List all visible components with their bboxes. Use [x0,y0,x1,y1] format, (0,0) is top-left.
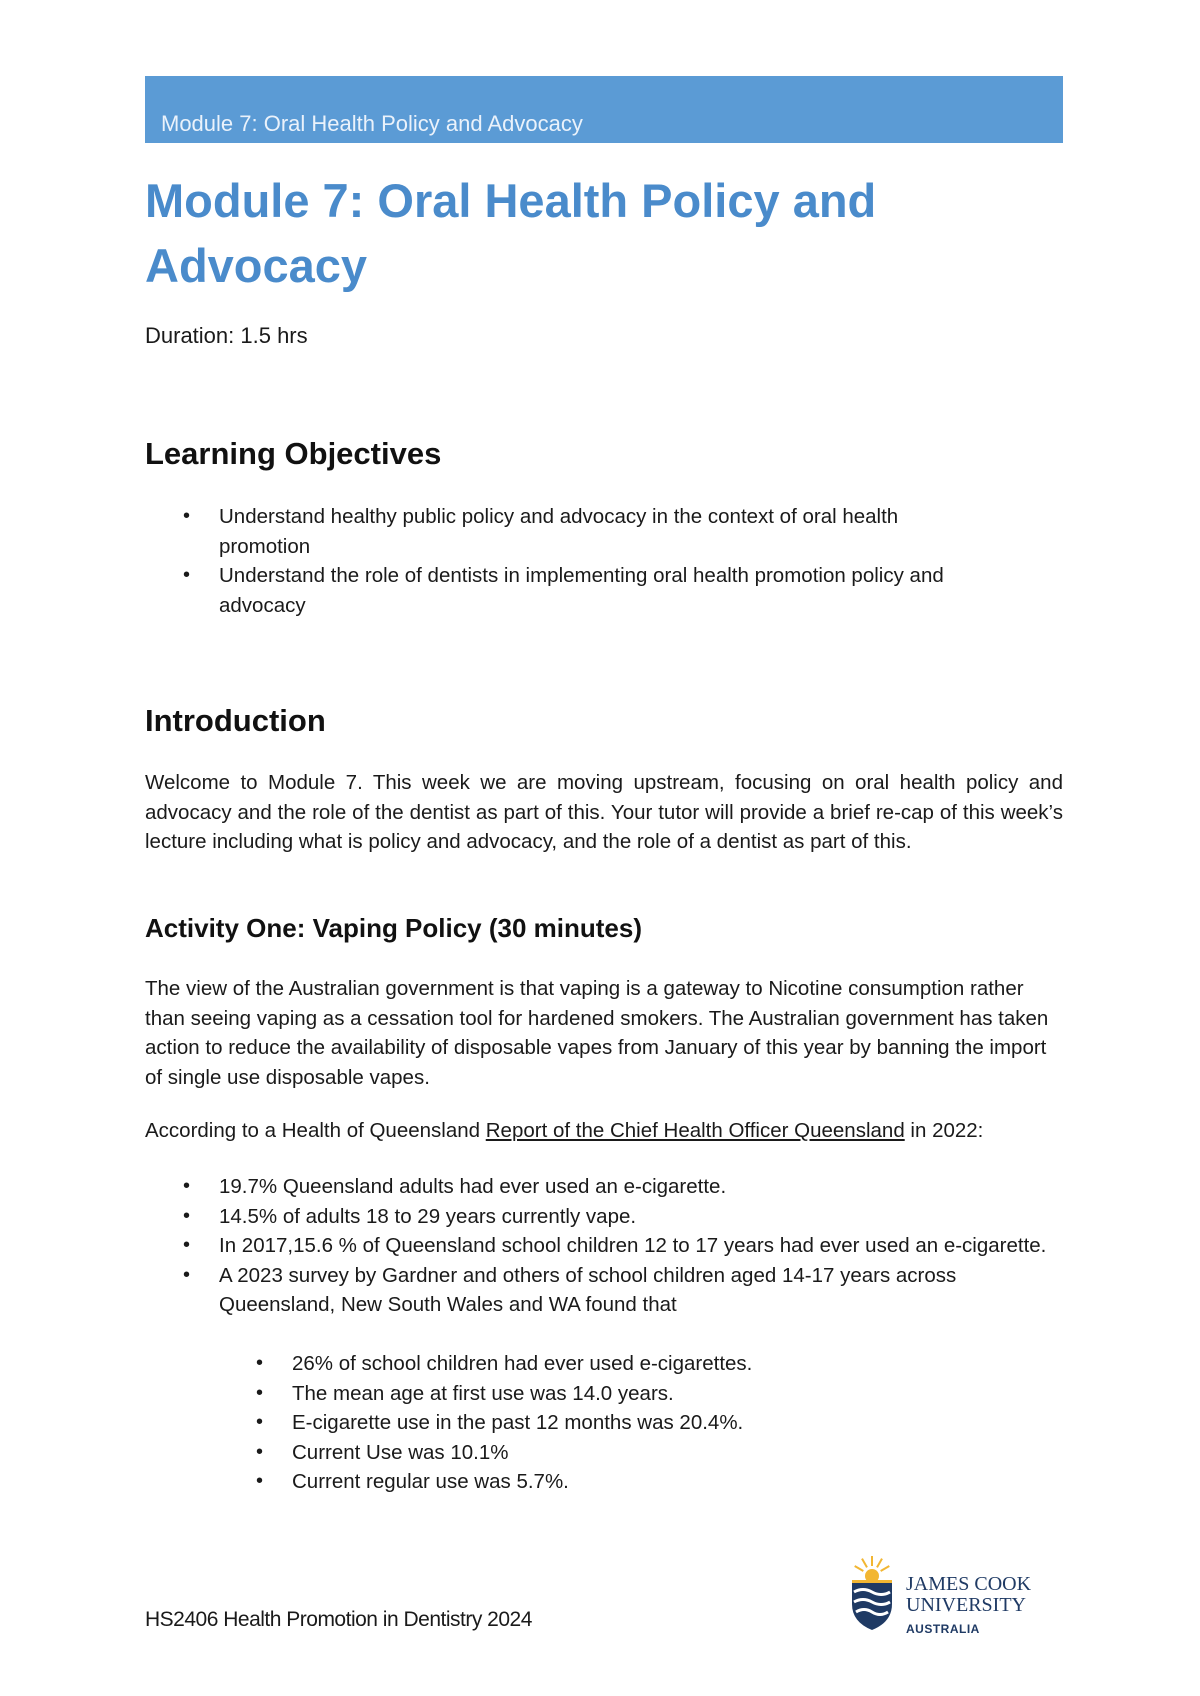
list-item: • 14.5% of adults 18 to 29 years currently vape. [183,1202,1063,1232]
bullet-icon: • [183,1263,191,1286]
header-bar-text: Module 7: Oral Health Policy and Advocacy [161,111,583,136]
bullet-icon: • [183,1204,191,1227]
list-item: • 26% of school children had ever used e-cigarettes. [256,1349,1056,1379]
list-item: • Current regular use was 5.7%. [256,1467,1056,1497]
learning-objectives-list [183,502,1063,620]
bullet-icon: • [256,1352,264,1374]
list-item: • Current Use was 10.1% [256,1438,1056,1468]
bullet-icon: • [183,564,191,586]
activity-one-paragraph: The view of the Australian government is that vaping is a gateway to Nicotine consumption rather than seeing vaping as a cessation tool for hardened smokers. The Australian government has taken action to reduce the availability of disposable vapes from January of this year by banning the import of single use disposable vapes. [145,977,1049,1089]
according-line: According to a Health of Queensland Report of the Chief Health Officer Queensland in 2022: [145,1119,984,1142]
bullet-icon: • [256,1411,264,1433]
title-line-2: Advocacy [145,239,368,292]
footer-course-text: HS2406 Health Promotion in Dentistry 2024 [145,1608,532,1631]
jcu-crest-icon [850,1552,904,1632]
bullet-icon: • [256,1440,264,1463]
learning-objectives-heading: Learning Objectives [145,436,442,471]
jcu-logo [850,1552,1050,1636]
activity-one-heading: Activity One: Vaping Policy (30 minutes) [145,913,643,943]
list-item: • The mean age at first use was 14.0 years. [256,1379,1056,1409]
list-item: • Understand the role of dentists in implementing oral health promotion policy and advocacy [183,561,1063,620]
page-title [145,168,1065,298]
jcu-logo-country: AUSTRALIA [906,1622,980,1636]
bullet-icon: • [256,1381,264,1404]
introduction-paragraph: Welcome to Module 7. This week we are moving upstream, focusing on oral health policy and advocacy and the role of the dentist as part of this. Your tutor will provide a brief re-cap of this week’s lecture including what is policy and advocacy, and the role of a dentist as part of this. [145,771,1063,853]
statistics-list [183,1172,1063,1320]
list-item: • 19.7% Queensland adults had ever used an e-cigarette. [183,1172,1063,1202]
report-link[interactable]: Report of the Chief Health Officer Queensland [485,1119,905,1142]
list-item: • Understand healthy public policy and advocacy in the context of oral health promotion [183,502,1063,561]
bullet-icon: • [183,1234,191,1256]
bullet-icon: • [256,1470,264,1492]
duration-text: Duration: 1.5 hrs [145,323,308,348]
bullet-icon: • [183,505,191,527]
jcu-logo-text: JAMES COOK UNIVERSITY [906,1573,1032,1616]
introduction-heading: Introduction [145,703,326,738]
module-header-bar [145,76,1063,143]
list-item: • A 2023 survey by Gardner and others of school children aged 14-17 years across Queensland, New South Wales and WA found that [183,1261,1063,1320]
list-item: • E-cigarette use in the past 12 months was 20.4%. [256,1408,1056,1438]
list-item: • In 2017,15.6 % of Queensland school children 12 to 17 years had ever used an e-cigarette. [183,1231,1063,1261]
bullet-icon: • [183,1175,191,1197]
title-line-1: Module 7: Oral Health Policy and [145,174,877,227]
survey-sub-list [256,1349,1056,1497]
